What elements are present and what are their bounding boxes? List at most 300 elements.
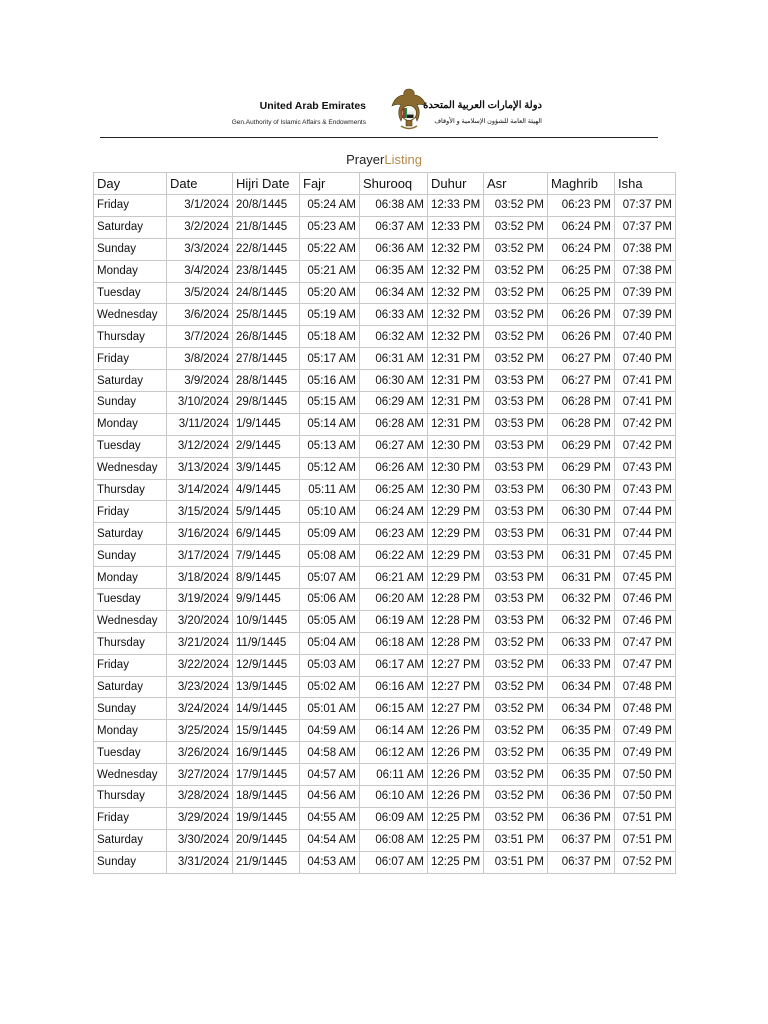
cell-hijri-date: 8/9/1445 [233,567,300,589]
cell-isha: 07:46 PM [615,610,676,632]
cell-date: 3/26/2024 [167,742,233,764]
cell-asr: 03:52 PM [484,676,548,698]
table-row [94,195,676,217]
cell-fajr: 04:56 AM [300,786,360,808]
cell-asr: 03:51 PM [484,851,548,873]
cell-fajr: 05:05 AM [300,610,360,632]
cell-duhur: 12:33 PM [428,195,484,217]
cell-shurooq: 06:32 AM [360,326,428,348]
cell-day: Monday [94,720,167,742]
cell-date: 3/17/2024 [167,545,233,567]
cell-date: 3/1/2024 [167,195,233,217]
cell-maghrib: 06:35 PM [548,764,615,786]
cell-day: Saturday [94,829,167,851]
cell-fajr: 05:22 AM [300,238,360,260]
cell-isha: 07:37 PM [615,195,676,217]
table-row [94,392,676,414]
cell-day: Sunday [94,545,167,567]
column-header-asr: Asr [484,173,548,195]
cell-fajr: 05:13 AM [300,435,360,457]
cell-fajr: 05:07 AM [300,567,360,589]
cell-day: Sunday [94,698,167,720]
cell-duhur: 12:32 PM [428,326,484,348]
cell-fajr: 05:03 AM [300,654,360,676]
cell-duhur: 12:30 PM [428,457,484,479]
prayer-times-table [93,172,676,874]
cell-duhur: 12:25 PM [428,807,484,829]
cell-hijri-date: 13/9/1445 [233,676,300,698]
cell-hijri-date: 14/9/1445 [233,698,300,720]
table-row [94,720,676,742]
cell-maghrib: 06:29 PM [548,457,615,479]
cell-date: 3/31/2024 [167,851,233,873]
cell-maghrib: 06:30 PM [548,479,615,501]
cell-asr: 03:53 PM [484,392,548,414]
cell-isha: 07:40 PM [615,326,676,348]
cell-day: Friday [94,654,167,676]
page-title [0,152,768,167]
table-row [94,523,676,545]
cell-fajr: 05:12 AM [300,457,360,479]
cell-isha: 07:48 PM [615,698,676,720]
cell-asr: 03:52 PM [484,326,548,348]
cell-duhur: 12:29 PM [428,501,484,523]
cell-maghrib: 06:29 PM [548,435,615,457]
cell-day: Friday [94,195,167,217]
cell-shurooq: 06:22 AM [360,545,428,567]
cell-maghrib: 06:28 PM [548,392,615,414]
header-row [94,173,676,195]
cell-isha: 07:43 PM [615,457,676,479]
cell-date: 3/22/2024 [167,654,233,676]
cell-isha: 07:50 PM [615,764,676,786]
table-row [94,786,676,808]
cell-date: 3/16/2024 [167,523,233,545]
cell-fajr: 05:06 AM [300,589,360,611]
cell-maghrib: 06:30 PM [548,501,615,523]
cell-hijri-date: 7/9/1445 [233,545,300,567]
cell-date: 3/5/2024 [167,282,233,304]
cell-day: Saturday [94,523,167,545]
cell-shurooq: 06:36 AM [360,238,428,260]
cell-shurooq: 06:31 AM [360,348,428,370]
cell-asr: 03:52 PM [484,654,548,676]
cell-hijri-date: 23/8/1445 [233,260,300,282]
cell-day: Tuesday [94,589,167,611]
table-row [94,501,676,523]
table-row [94,413,676,435]
cell-isha: 07:42 PM [615,435,676,457]
cell-date: 3/19/2024 [167,589,233,611]
cell-shurooq: 06:28 AM [360,413,428,435]
cell-asr: 03:52 PM [484,720,548,742]
cell-day: Tuesday [94,282,167,304]
cell-shurooq: 06:33 AM [360,304,428,326]
cell-date: 3/23/2024 [167,676,233,698]
cell-hijri-date: 26/8/1445 [233,326,300,348]
cell-isha: 07:47 PM [615,632,676,654]
cell-fajr: 05:16 AM [300,370,360,392]
table-row [94,545,676,567]
cell-date: 3/2/2024 [167,216,233,238]
country-name-en: United Arab Emirates [259,100,366,112]
cell-shurooq: 06:15 AM [360,698,428,720]
cell-maghrib: 06:28 PM [548,413,615,435]
cell-hijri-date: 18/9/1445 [233,786,300,808]
cell-shurooq: 06:14 AM [360,720,428,742]
cell-day: Sunday [94,392,167,414]
cell-isha: 07:51 PM [615,829,676,851]
cell-hijri-date: 3/9/1445 [233,457,300,479]
cell-maghrib: 06:31 PM [548,523,615,545]
cell-date: 3/6/2024 [167,304,233,326]
cell-isha: 07:41 PM [615,370,676,392]
cell-hijri-date: 21/8/1445 [233,216,300,238]
cell-shurooq: 06:24 AM [360,501,428,523]
cell-isha: 07:41 PM [615,392,676,414]
cell-maghrib: 06:25 PM [548,282,615,304]
cell-duhur: 12:30 PM [428,435,484,457]
cell-maghrib: 06:32 PM [548,610,615,632]
cell-day: Monday [94,413,167,435]
cell-day: Monday [94,260,167,282]
cell-shurooq: 06:21 AM [360,567,428,589]
cell-day: Wednesday [94,457,167,479]
cell-isha: 07:49 PM [615,742,676,764]
cell-fajr: 04:53 AM [300,851,360,873]
cell-asr: 03:53 PM [484,435,548,457]
cell-date: 3/8/2024 [167,348,233,370]
document-header [100,86,658,138]
cell-shurooq: 06:09 AM [360,807,428,829]
cell-asr: 03:53 PM [484,413,548,435]
cell-duhur: 12:31 PM [428,348,484,370]
table-row [94,304,676,326]
country-name-ar: دولة الإمارات العربية المتحدة [423,100,542,111]
cell-fajr: 05:14 AM [300,413,360,435]
cell-day: Wednesday [94,610,167,632]
cell-maghrib: 06:31 PM [548,567,615,589]
cell-shurooq: 06:18 AM [360,632,428,654]
cell-asr: 03:53 PM [484,610,548,632]
cell-isha: 07:40 PM [615,348,676,370]
cell-date: 3/13/2024 [167,457,233,479]
cell-shurooq: 06:11 AM [360,764,428,786]
column-header-fajr: Fajr [300,173,360,195]
cell-asr: 03:52 PM [484,282,548,304]
cell-hijri-date: 4/9/1445 [233,479,300,501]
cell-asr: 03:53 PM [484,589,548,611]
column-header-day: Day [94,173,167,195]
cell-asr: 03:52 PM [484,786,548,808]
cell-hijri-date: 17/9/1445 [233,764,300,786]
cell-maghrib: 06:35 PM [548,742,615,764]
cell-date: 3/14/2024 [167,479,233,501]
cell-date: 3/29/2024 [167,807,233,829]
table-row [94,260,676,282]
cell-isha: 07:44 PM [615,523,676,545]
cell-date: 3/27/2024 [167,764,233,786]
cell-duhur: 12:26 PM [428,742,484,764]
cell-maghrib: 06:27 PM [548,370,615,392]
cell-isha: 07:39 PM [615,282,676,304]
column-header-duhur: Duhur [428,173,484,195]
table-row [94,326,676,348]
cell-maghrib: 06:37 PM [548,829,615,851]
cell-duhur: 12:32 PM [428,260,484,282]
cell-hijri-date: 6/9/1445 [233,523,300,545]
cell-duhur: 12:31 PM [428,370,484,392]
cell-date: 3/21/2024 [167,632,233,654]
english-heading [232,100,366,126]
cell-shurooq: 06:16 AM [360,676,428,698]
cell-duhur: 12:29 PM [428,545,484,567]
cell-isha: 07:46 PM [615,589,676,611]
cell-day: Saturday [94,370,167,392]
cell-asr: 03:52 PM [484,195,548,217]
cell-fajr: 05:01 AM [300,698,360,720]
table-row [94,457,676,479]
cell-day: Sunday [94,851,167,873]
cell-duhur: 12:32 PM [428,282,484,304]
table-row [94,370,676,392]
cell-fajr: 04:58 AM [300,742,360,764]
table-row [94,742,676,764]
cell-day: Tuesday [94,435,167,457]
cell-shurooq: 06:35 AM [360,260,428,282]
cell-duhur: 12:32 PM [428,304,484,326]
cell-asr: 03:53 PM [484,501,548,523]
cell-date: 3/4/2024 [167,260,233,282]
cell-maghrib: 06:24 PM [548,216,615,238]
cell-fajr: 05:04 AM [300,632,360,654]
cell-day: Thursday [94,786,167,808]
table-row [94,567,676,589]
cell-asr: 03:52 PM [484,348,548,370]
column-header-hijri-date: Hijri Date [233,173,300,195]
cell-hijri-date: 20/8/1445 [233,195,300,217]
cell-hijri-date: 21/9/1445 [233,851,300,873]
cell-fajr: 05:02 AM [300,676,360,698]
cell-hijri-date: 19/9/1445 [233,807,300,829]
cell-day: Friday [94,807,167,829]
cell-asr: 03:52 PM [484,807,548,829]
cell-fajr: 05:17 AM [300,348,360,370]
cell-maghrib: 06:34 PM [548,698,615,720]
cell-day: Wednesday [94,764,167,786]
cell-asr: 03:53 PM [484,479,548,501]
cell-asr: 03:52 PM [484,632,548,654]
cell-hijri-date: 11/9/1445 [233,632,300,654]
table-row [94,589,676,611]
cell-duhur: 12:26 PM [428,786,484,808]
cell-maghrib: 06:36 PM [548,786,615,808]
cell-date: 3/30/2024 [167,829,233,851]
cell-duhur: 12:27 PM [428,654,484,676]
table-row [94,829,676,851]
table-body [94,195,676,874]
cell-asr: 03:53 PM [484,545,548,567]
cell-fajr: 05:21 AM [300,260,360,282]
cell-shurooq: 06:29 AM [360,392,428,414]
cell-duhur: 12:25 PM [428,851,484,873]
cell-shurooq: 06:38 AM [360,195,428,217]
cell-asr: 03:53 PM [484,370,548,392]
table-row [94,698,676,720]
cell-hijri-date: 27/8/1445 [233,348,300,370]
cell-shurooq: 06:17 AM [360,654,428,676]
cell-date: 3/25/2024 [167,720,233,742]
table-row [94,851,676,873]
cell-date: 3/12/2024 [167,435,233,457]
cell-date: 3/7/2024 [167,326,233,348]
cell-fajr: 05:19 AM [300,304,360,326]
cell-isha: 07:51 PM [615,807,676,829]
table-row [94,216,676,238]
cell-date: 3/24/2024 [167,698,233,720]
cell-fajr: 05:20 AM [300,282,360,304]
cell-shurooq: 06:27 AM [360,435,428,457]
cell-duhur: 12:26 PM [428,720,484,742]
arabic-heading [423,100,542,125]
cell-isha: 07:38 PM [615,260,676,282]
table-header [94,173,676,195]
cell-isha: 07:43 PM [615,479,676,501]
cell-hijri-date: 24/8/1445 [233,282,300,304]
cell-duhur: 12:31 PM [428,413,484,435]
cell-date: 3/18/2024 [167,567,233,589]
cell-fajr: 05:23 AM [300,216,360,238]
cell-fajr: 04:57 AM [300,764,360,786]
cell-maghrib: 06:31 PM [548,545,615,567]
cell-day: Tuesday [94,742,167,764]
cell-isha: 07:42 PM [615,413,676,435]
cell-hijri-date: 22/8/1445 [233,238,300,260]
cell-shurooq: 06:23 AM [360,523,428,545]
cell-date: 3/11/2024 [167,413,233,435]
cell-shurooq: 06:08 AM [360,829,428,851]
cell-asr: 03:51 PM [484,829,548,851]
cell-day: Wednesday [94,304,167,326]
cell-fajr: 05:15 AM [300,392,360,414]
column-header-date: Date [167,173,233,195]
cell-asr: 03:52 PM [484,260,548,282]
table-row [94,282,676,304]
cell-asr: 03:52 PM [484,216,548,238]
cell-isha: 07:38 PM [615,238,676,260]
cell-date: 3/10/2024 [167,392,233,414]
cell-maghrib: 06:27 PM [548,348,615,370]
cell-isha: 07:39 PM [615,304,676,326]
cell-asr: 03:52 PM [484,742,548,764]
title-listing: Listing [384,152,422,167]
cell-hijri-date: 28/8/1445 [233,370,300,392]
cell-hijri-date: 29/8/1445 [233,392,300,414]
cell-duhur: 12:33 PM [428,216,484,238]
table-row [94,435,676,457]
cell-shurooq: 06:20 AM [360,589,428,611]
cell-asr: 03:52 PM [484,304,548,326]
cell-fajr: 04:55 AM [300,807,360,829]
cell-duhur: 12:25 PM [428,829,484,851]
cell-asr: 03:53 PM [484,457,548,479]
cell-hijri-date: 16/9/1445 [233,742,300,764]
cell-asr: 03:52 PM [484,698,548,720]
cell-maghrib: 06:33 PM [548,654,615,676]
cell-hijri-date: 10/9/1445 [233,610,300,632]
cell-fajr: 05:10 AM [300,501,360,523]
cell-hijri-date: 1/9/1445 [233,413,300,435]
cell-duhur: 12:28 PM [428,589,484,611]
cell-day: Thursday [94,479,167,501]
cell-asr: 03:53 PM [484,523,548,545]
table-row [94,238,676,260]
cell-isha: 07:37 PM [615,216,676,238]
cell-fajr: 05:24 AM [300,195,360,217]
cell-day: Thursday [94,326,167,348]
cell-fajr: 05:18 AM [300,326,360,348]
cell-fajr: 05:11 AM [300,479,360,501]
cell-shurooq: 06:12 AM [360,742,428,764]
cell-fajr: 04:59 AM [300,720,360,742]
cell-date: 3/28/2024 [167,786,233,808]
cell-hijri-date: 9/9/1445 [233,589,300,611]
cell-isha: 07:52 PM [615,851,676,873]
cell-duhur: 12:28 PM [428,632,484,654]
cell-hijri-date: 2/9/1445 [233,435,300,457]
cell-hijri-date: 12/9/1445 [233,654,300,676]
cell-date: 3/3/2024 [167,238,233,260]
cell-asr: 03:53 PM [484,567,548,589]
cell-asr: 03:52 PM [484,238,548,260]
table-row [94,676,676,698]
cell-day: Saturday [94,676,167,698]
cell-shurooq: 06:30 AM [360,370,428,392]
cell-duhur: 12:30 PM [428,479,484,501]
cell-isha: 07:50 PM [615,786,676,808]
cell-maghrib: 06:23 PM [548,195,615,217]
column-header-maghrib: Maghrib [548,173,615,195]
cell-duhur: 12:26 PM [428,764,484,786]
authority-name-ar: الهيئة العامة للشؤون الإسلامية و الأوقاف [434,118,542,125]
cell-shurooq: 06:25 AM [360,479,428,501]
cell-date: 3/20/2024 [167,610,233,632]
cell-hijri-date: 20/9/1445 [233,829,300,851]
cell-maghrib: 06:33 PM [548,632,615,654]
column-header-isha: Isha [615,173,676,195]
cell-isha: 07:48 PM [615,676,676,698]
table-row [94,479,676,501]
cell-shurooq: 06:10 AM [360,786,428,808]
cell-duhur: 12:28 PM [428,610,484,632]
table-row [94,610,676,632]
cell-shurooq: 06:37 AM [360,216,428,238]
cell-shurooq: 06:19 AM [360,610,428,632]
table-row [94,348,676,370]
cell-maghrib: 06:25 PM [548,260,615,282]
authority-name-en: Gen.Authority of Islamic Affairs & Endowments [231,119,366,126]
cell-day: Thursday [94,632,167,654]
cell-maghrib: 06:26 PM [548,304,615,326]
cell-duhur: 12:32 PM [428,238,484,260]
cell-maghrib: 06:32 PM [548,589,615,611]
cell-fajr: 05:09 AM [300,523,360,545]
cell-isha: 07:45 PM [615,567,676,589]
cell-hijri-date: 5/9/1445 [233,501,300,523]
cell-day: Saturday [94,216,167,238]
cell-isha: 07:45 PM [615,545,676,567]
cell-shurooq: 06:26 AM [360,457,428,479]
